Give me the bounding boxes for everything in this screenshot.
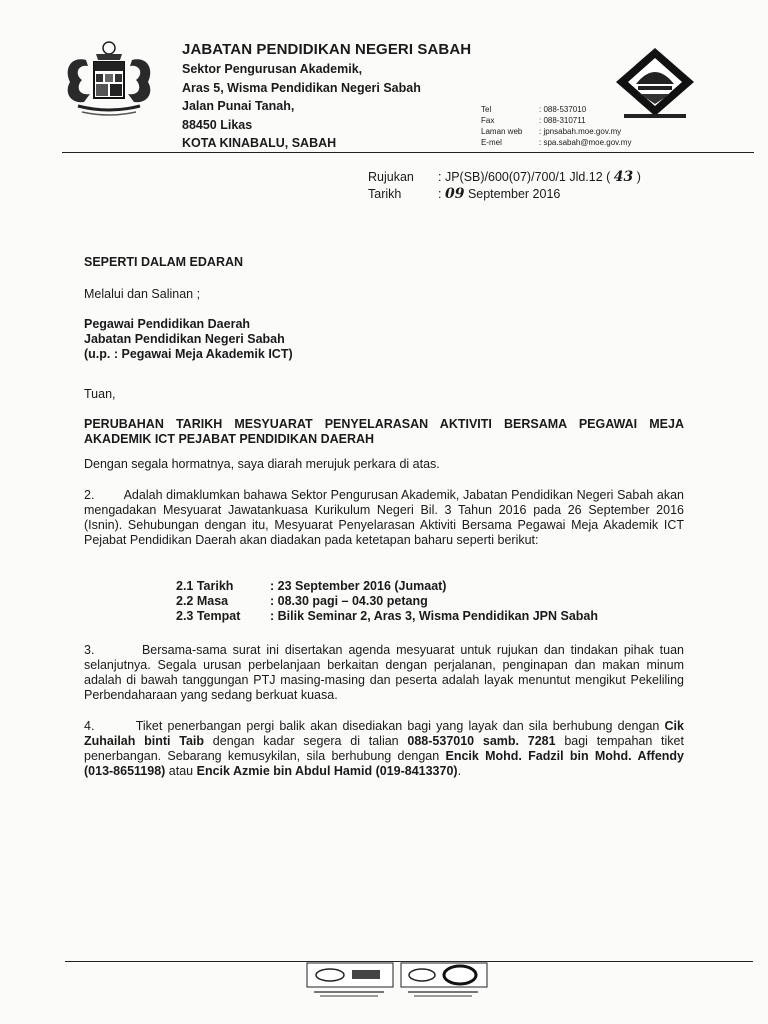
- paragraph-number: 4.: [84, 719, 95, 733]
- address-block: [182, 60, 421, 153]
- contact-email: E-mel : spa.sabah@moe.gov.my: [481, 138, 632, 147]
- opening-line: Dengan segala hormatnya, saya diarah merujuk perkara di atas.: [84, 457, 440, 471]
- department-logo: [614, 46, 696, 122]
- recipient-address: [84, 317, 684, 362]
- contact-fax: Fax : 088-310711: [481, 116, 586, 125]
- contact-person: Encik Azmie bin Abdul Hamid (019-8413370): [196, 764, 458, 778]
- paragraph-number: 2.: [84, 488, 95, 502]
- recipient-heading: SEPERTI DALAM EDARAN: [84, 255, 244, 269]
- recipient-line: (u.p. : Pegawai Meja Akademik ICT): [84, 347, 293, 361]
- address-line: Aras 5, Wisma Pendidikan Negeri Sabah: [182, 80, 421, 95]
- contact-person: Encik Mohd. Fadzil bin Mohd. Affendy (013-8651198): [84, 749, 684, 778]
- reference-row: Rujukan : JP(SB)/600(07)/700/1 Jld.12 ( 43 ): [368, 169, 641, 185]
- subject: PERUBAHAN TARIKH MESYUARAT PENYELARASAN AKTIVITI BERSAMA PEGAWAI MEJA AKADEMIK ICT PEJABAT PENDIDIKAN DAERAH: [84, 417, 684, 446]
- date-row: Tarikh : 09 September 2016: [368, 186, 561, 202]
- detail-row: 2.1 Tarikh : 23 September 2016 (Jumaat): [176, 579, 447, 593]
- recipient-line: Pegawai Pendidikan Daerah: [84, 317, 251, 331]
- contact-person: Cik Zuhailah binti Taib: [84, 719, 684, 748]
- paragraph-3: [84, 643, 684, 703]
- meeting-details: [176, 579, 598, 624]
- recipient-line: Jabatan Pendidikan Negeri Sabah: [84, 332, 285, 346]
- salutation: Tuan,: [84, 387, 116, 401]
- certification-badges: [306, 961, 488, 1001]
- paragraph-text: Adalah dimaklumkan bahawa Sektor Pengurusan Akademik, Jabatan Pendidikan Negeri Sabah akan mengadakan Mesyuarat Jawatankuasa Kurikulum Negeri Bil. 3 Tahun 2016 pada 26 September 2016 (Isnin). Sehubungan dengan itu, Mesyuarat Penyelarasan Aktiviti Bersama Pegawai Meja Akademik ICT Pejabat Pendidikan Daerah akan diadakan pada ketetapan baharu seperti berikut:: [84, 488, 684, 547]
- paragraph-4: 4. Tiket penerbangan pergi balik akan disediakan bagi yang layak dan sila berhubung dengan Cik Zuhailah binti Taib dengan kadar segera di talian 088-537010 samb. 7281 bagi tempahan tiket penerbangan. Sebarang kemusykilan, sila berhubung dengan Encik Mohd. Fadzil bin Mohd. Affendy (013-8651198) atau Encik Azmie bin Abdul Hamid (019-8413370).: [84, 719, 684, 778]
- address-line: Sektor Pengurusan Akademik,: [182, 62, 363, 76]
- detail-row: 2.2 Masa : 08.30 pagi – 04.30 petang: [176, 594, 428, 608]
- coat-of-arms-logo: [56, 38, 162, 120]
- via-line: Melalui dan Salinan ;: [84, 287, 201, 301]
- paragraph-2: [84, 488, 684, 548]
- handwritten-number: 43: [613, 169, 634, 185]
- phone-extension: 088-537010 samb. 7281: [407, 734, 556, 748]
- paragraph-number: 3.: [84, 643, 95, 657]
- contact-block: [481, 104, 631, 148]
- reference-block: [368, 169, 641, 203]
- reference-number: : JP(SB)/600(07)/700/1 Jld.12 (: [438, 170, 611, 184]
- date-value: September 2016: [467, 187, 561, 201]
- contact-web: Laman web : jpnsabah.moe.gov.my: [481, 127, 622, 136]
- handwritten-day: 09: [444, 186, 465, 202]
- paragraph-text: Bersama-sama surat ini disertakan agenda mesyuarat untuk rujukan dan tindakan pihak tuan selanjutnya. Segala urusan perbelanjaan berkaitan dengan perjalanan, penginapan dan makan minum adalah di bawah tanggungan PTJ masing-masing dan peserta adalah layak menuntut mengikut Pekeliling Perbendaharaan yang sedang berkuat kuasa.: [84, 643, 684, 702]
- address-line: KOTA KINABALU, SABAH: [182, 136, 337, 150]
- organisation-name: JABATAN PENDIDIKAN NEGERI SABAH: [182, 41, 472, 58]
- address-line: Jalan Punai Tanah,: [182, 99, 295, 113]
- header-divider: [62, 152, 754, 153]
- address-line: 88450 Likas: [182, 117, 253, 132]
- detail-row: 2.3 Tempat : Bilik Seminar 2, Aras 3, Wisma Pendidikan JPN Sabah: [176, 609, 599, 623]
- contact-tel: Tel : 088-537010: [481, 105, 587, 114]
